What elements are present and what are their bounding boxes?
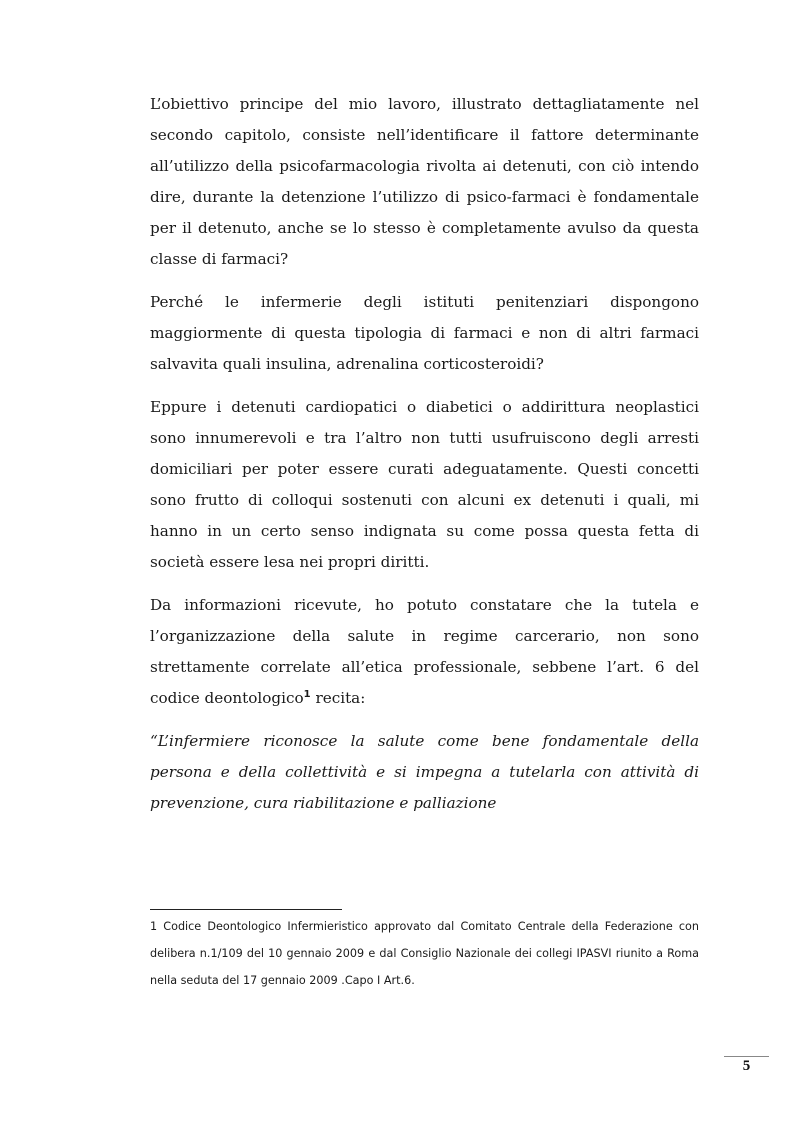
body-text [150,89,699,831]
paragraph-3: Eppure i detenuti cardiopatici o diabetici o addirittura neoplastici sono innumerevoli e tra l’altro non tutti usufruiscono degli arresti domiciliari per poter essere curati adeguatamente. Questi concetti sono frutto di colloqui sostenuti con alcuni ex detenuti i quali, mi hanno in un certo senso indignata su come possa questa fetta di società essere lesa nei propri diritti. [150,398,699,571]
page-number-rule [724,1056,769,1057]
quote-paragraph: “L’infermiere riconosce la salute come bene fondamentale della persona e della collettività e si impegna a tutelarla con attività di prevenzione, cura riabilitazione e palliazione [150,732,699,812]
footnote-text: 1 Codice Deontologico Infermieristico approvato dal Comitato Centrale della Federazione con delibera n.1/109 del 10 gennaio 2009 e dal Consiglio Nazionale dei collegi IPASVI riunito a Roma nella seduta del 17 gennaio 2009 .Capo I Art.6. [150,920,699,987]
paragraph-2: Perché le infermerie degli istituti penitenziari dispongono maggiormente di questa tipologia di farmaci e non di altri farmaci salvavita quali insulina, adrenalina corticosteroidi? [150,293,699,373]
paragraph-4-suffix: recita: [310,689,366,707]
footnote-reference: 1 [303,688,311,700]
paragraph-4 [150,590,699,714]
paragraph-4-text: Da informazioni ricevute, ho potuto constatare che la tutela e l’organizzazione della salute in regime carcerario, non sono strettamente correlate all’etica professionale, sebbene l’art. 6 del codice deontologico [150,596,699,707]
footnote-separator [150,909,342,910]
page-number: 5 [742,1058,751,1074]
paragraph-1: L’obiettivo principe del mio lavoro, illustrato dettagliatamente nel secondo capitolo, consiste nell’identificare il fattore determinante all’utilizzo della psicofarmacologia rivolta ai detenuti, con ciò intendo dire, durante la detenzione l’utilizzo di psico-farmaci è fondamentale per il detenuto, anche se lo stesso è completamente avulso da questa classe di farmaci? [150,95,699,268]
